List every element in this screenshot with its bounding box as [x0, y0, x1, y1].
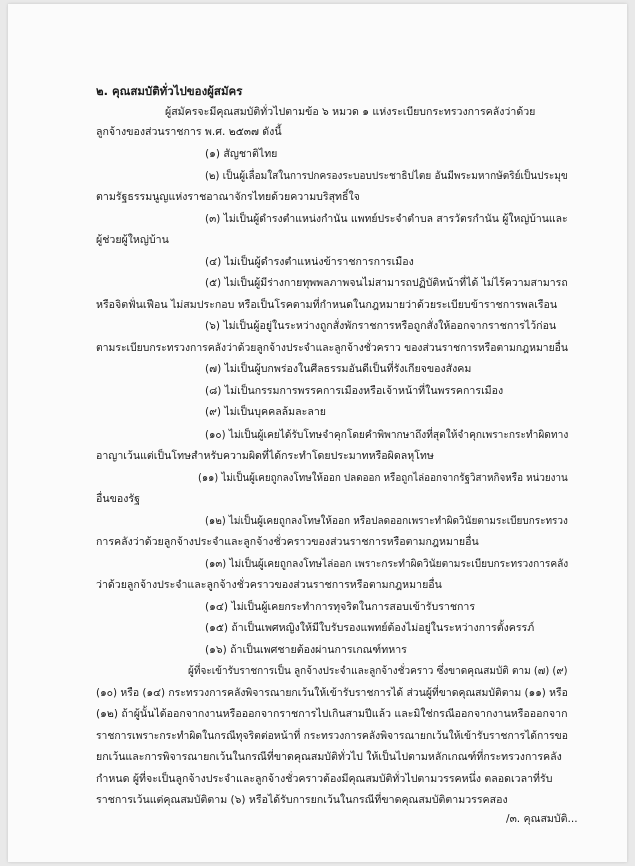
paragraph-line: ราชการเว้นแต่คุณสมบัติตาม (๖) หรือได้รับการยกเว้นในกรณีที่ขาดคุณสมบัติตามวรรคสอง: [96, 794, 508, 806]
paragraph-line: (๑๐) หรือ (๑๔) กระทรวงการคลังพิจารณายกเว้นให้เข้ารับราชการได้ ส่วนผู้ที่ขาดคุณสมบัติตาม (๑๑) หรือ: [96, 687, 568, 699]
paragraph-line: (๒) เป็นผู้เลื่อมใสในการปกครองระบอบประชาธิปไตย อันมีพระมหากษัตริย์เป็นประมุข: [205, 170, 568, 182]
paragraph-line: ลูกจ้างของส่วนราชการ พ.ศ. ๒๕๓๗ ดังนี้: [96, 126, 282, 138]
paragraph-line: (๑๐) ไม่เป็นผู้เคยได้รับโทษจำคุกโดยคำพิพากษาถึงที่สุดให้จำคุกเพราะกระทำผิดทาง: [205, 429, 569, 441]
paragraph-line: (๑๒) ไม่เป็นผู้เคยถูกลงโทษให้ออก หรือปลดออกเพราะทำผิดวินัยตามระเบียบกระทรวง: [205, 515, 568, 527]
paragraph-line: (๑๕) ถ้าเป็นเพศหญิงให้มีใบรับรองแพทย์ต้องไม่อยู่ในระหว่างการตั้งครรภ์: [205, 622, 535, 634]
paragraph-line: ผู้สมัครจะมีคุณสมบัติทั่วไปตามข้อ ๖ หมวด ๑ แห่งระเบียบกระทรวงการคลังว่าด้วย: [165, 106, 536, 118]
paragraph-line: (๕) ไม่เป็นผู้มีร่างกายทุพพลภาพจนไม่สามารถปฏิบัติหน้าที่ได้ ไม่ไร้ความสามารถ: [205, 277, 568, 289]
paragraph-line: (๔) ไม่เป็นผู้ดำรงตำแหน่งข้าราชการการเมือง: [205, 256, 414, 268]
paragraph-line: ตามระเบียบกระทรวงการคลังว่าด้วยลูกจ้างประจำและลูกจ้างชั่วคราว ของส่วนราชการหรือตามกฎหมายอื่น: [96, 342, 569, 354]
paragraph-line: กำหนด ผู้ที่จะเป็นลูกจ้างประจำและลูกจ้างชั่วคราวต้องมีคุณสมบัติทั่วไปตามวรรคหนึ่ง ตลอดเวลาที่รับ: [96, 773, 553, 785]
paragraph-line: หรือจิตฟั่นเฟือน ไม่สมประกอบ หรือเป็นโรคตามที่กำหนดในกฎหมายว่าด้วยระเบียบข้าราชการพลเรือน: [96, 299, 558, 311]
paragraph-line: (๑๓) ไม่เป็นผู้เคยถูกลงโทษไล่ออก เพราะกระทำผิดวินัยตามระเบียบกระทรวงการคลัง: [205, 558, 569, 570]
paragraph-line: ราชการเพราะกระทำผิดในกรณีทุจริตต่อหน้าที่ กระทรวงการคลังพิจารณายกเว้นให้เข้ารับราชการได้การขอ: [96, 730, 568, 742]
paragraph-line: ตามรัฐธรรมนูญแห่งราชอาณาจักรไทยด้วยความบริสุทธิ์ใจ: [96, 191, 360, 203]
paragraph-line: การคลังว่าด้วยลูกจ้างประจำและลูกจ้างชั่วคราวของส่วนราชการหรือตามกฎหมายอื่น: [96, 536, 479, 548]
paragraph-line: ผู้ช่วยผู้ใหญ่บ้าน: [96, 234, 169, 246]
paragraph-line: (๑๑) ไม่เป็นผู้เคยถูกลงโทษให้ออก ปลดออก หรือถูกไล่ออกจากรัฐวิสาหกิจหรือ หน่วยงาน: [198, 472, 568, 484]
paragraph-line: (๑๒) ถ้าผู้นั้นได้ออกจากงานหรือออกจากราชการไปเกินสามปีแล้ว และมิใช่กรณีออกจากงานหรือออกจาก: [96, 708, 568, 720]
paragraph-line: ยกเว้นและการพิจารณายกเว้นในกรณีที่ขาดคุณสมบัติทั่วไป ให้เป็นไปตามหลักเกณฑ์ที่กระทรวงการคลัง: [96, 751, 562, 763]
paragraph-line: (๑๖) ถ้าเป็นเพศชายต้องผ่านการเกณฑ์ทหาร: [205, 644, 407, 656]
paragraph-line: (๑๔) ไม่เป็นผู้เคยกระทำการทุจริตในการสอบเข้ารับราชการ: [205, 601, 476, 613]
paragraph-line: (๗) ไม่เป็นผู้บกพร่องในศีลธรรมอันดีเป็นที่รังเกียจของสังคม: [205, 363, 472, 375]
paragraph-line: (๖) ไม่เป็นผู้อยู่ในระหว่างถูกสั่งพักราชการหรือถูกสั่งให้ออกจากราชการไว้ก่อน: [205, 320, 557, 332]
document-page: [8, 4, 627, 862]
continuation-note: /๓. คุณสมบัติ...: [506, 813, 578, 825]
paragraph-line: ว่าด้วยลูกจ้างประจำและลูกจ้างชั่วคราวของส่วนราชการหรือตามกฎหมายอื่น: [96, 579, 442, 591]
paragraph-line: อาญาเว้นแต่เป็นโทษสำหรับความผิดที่ได้กระทำโดยประมาทหรือผิดลหุโทษ: [96, 450, 434, 462]
paragraph-line: (๘) ไม่เป็นกรรมการพรรคการเมืองหรือเจ้าหน้าที่ในพรรคการเมือง: [205, 385, 504, 397]
paragraph-line: (๑) สัญชาติไทย: [205, 148, 278, 160]
paragraph-line: (๓) ไม่เป็นผู้ดำรงตำแหน่งกำนัน แพทย์ประจำตำบล สารวัตรกำนัน ผู้ใหญ่บ้านและ: [205, 213, 568, 225]
section-heading: ๒. คุณสมบัติทั่วไปของผู้สมัคร: [96, 84, 243, 98]
paragraph-line: อื่นของรัฐ: [96, 493, 140, 505]
paragraph-line: (๙) ไม่เป็นบุคคลล้มละลาย: [205, 406, 326, 418]
paragraph-line: ผู้ที่จะเข้ารับราชการเป็น ลูกจ้างประจำและลูกจ้างชั่วคราว ซึ่งขาดคุณสมบัติ ตาม (๗) (๙): [188, 665, 568, 677]
